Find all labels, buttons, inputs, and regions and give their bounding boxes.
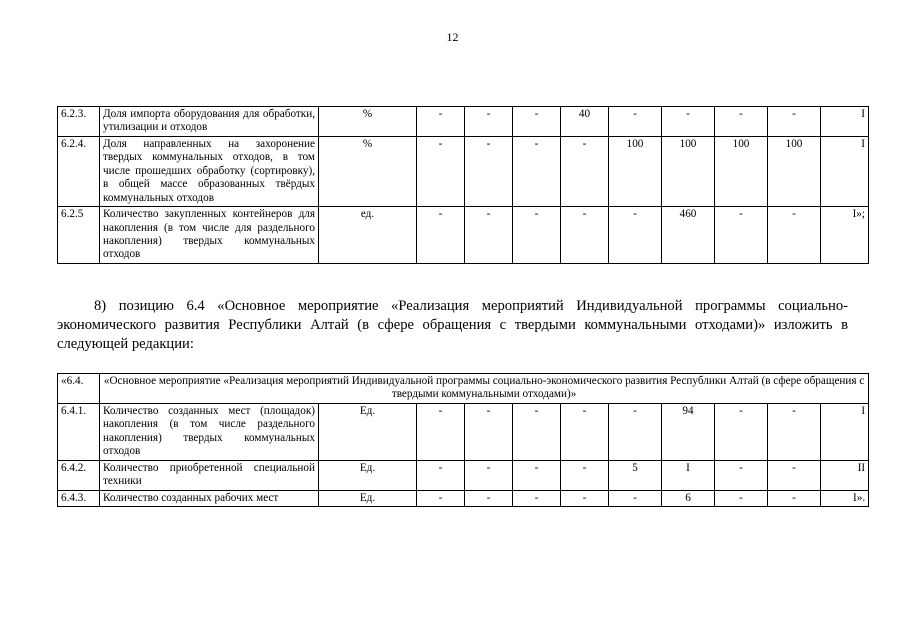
row-unit: Ед. [319, 490, 417, 506]
row-value: - [715, 490, 768, 506]
row-unit: Ед. [319, 403, 417, 460]
row-value: - [609, 403, 662, 460]
row-value: 40 [561, 107, 609, 137]
row-value: 5 [609, 460, 662, 490]
row-value: - [768, 207, 821, 264]
row-value: - [417, 207, 465, 264]
row-description: Количество созданных мест (площадок) накопления (в том числе раздельного накопления) твердых коммунальных отходов [100, 403, 319, 460]
table-row [58, 403, 869, 460]
row-number: 6.4.1. [58, 403, 100, 460]
row-value: - [513, 136, 561, 206]
row-value: - [609, 107, 662, 137]
row-value: - [768, 460, 821, 490]
table-row [58, 136, 869, 206]
row-unit: Ед. [319, 460, 417, 490]
row-value: - [465, 107, 513, 137]
row-value: - [768, 107, 821, 137]
row-value: 100 [715, 136, 768, 206]
row-value: - [715, 207, 768, 264]
header-number: «6.4. [58, 374, 100, 404]
row-value: I [662, 460, 715, 490]
table-header-row [58, 374, 869, 404]
row-value: - [768, 403, 821, 460]
row-code: I»; [821, 207, 869, 264]
indicators-table-6-2 [57, 106, 869, 264]
row-value: - [609, 490, 662, 506]
row-description: Количество приобретенной специальной техники [100, 460, 319, 490]
row-value: - [417, 460, 465, 490]
row-value: - [561, 136, 609, 206]
row-value: 100 [609, 136, 662, 206]
row-value: - [715, 403, 768, 460]
row-value: - [417, 403, 465, 460]
row-value: - [715, 107, 768, 137]
row-description: Количество созданных рабочих мест [100, 490, 319, 506]
amendment-paragraph: 8) позицию 6.4 «Основное мероприятие «Реализация мероприятий Индивидуальной программы социально-экономического развития Республики Алтай (в сфере обращения с твердыми коммунальными отходами)» изложить в следующей редакции: [57, 298, 848, 352]
row-value: - [768, 490, 821, 506]
table-row [58, 207, 869, 264]
row-value: - [417, 107, 465, 137]
row-unit: ед. [319, 207, 417, 264]
header-title: «Основное мероприятие «Реализация мероприятий Индивидуальной программы социально-экономического развития Республики Алтай (в сфере обращения с твердыми коммунальными отходами)» [100, 374, 869, 404]
row-value: - [513, 207, 561, 264]
indicators-table-6-4 [57, 373, 869, 507]
row-value: 460 [662, 207, 715, 264]
row-value: 100 [768, 136, 821, 206]
row-unit: % [319, 136, 417, 206]
row-value: - [417, 490, 465, 506]
row-number: 6.4.2. [58, 460, 100, 490]
row-code: I [821, 136, 869, 206]
row-value: - [513, 403, 561, 460]
row-value: 100 [662, 136, 715, 206]
row-value: 6 [662, 490, 715, 506]
row-description: Количество закупленных контейнеров для накопления (в том числе для раздельного накопления) твердых коммунальных отходов [100, 207, 319, 264]
row-value: - [465, 136, 513, 206]
table-row [58, 107, 869, 137]
table-row [58, 460, 869, 490]
row-value: - [609, 207, 662, 264]
row-value: - [465, 490, 513, 506]
row-number: 6.2.5 [58, 207, 100, 264]
row-value: - [561, 490, 609, 506]
row-value: - [513, 107, 561, 137]
row-code: I [821, 107, 869, 137]
page-number: 12 [446, 30, 459, 44]
row-code: I». [821, 490, 869, 506]
table-row [58, 490, 869, 506]
row-value: - [513, 490, 561, 506]
row-value: - [417, 136, 465, 206]
row-value: - [465, 460, 513, 490]
row-number: 6.2.3. [58, 107, 100, 137]
row-value: - [715, 460, 768, 490]
row-description: Доля импорта оборудования для обработки, утилизации и отходов [100, 107, 319, 137]
row-number: 6.4.3. [58, 490, 100, 506]
row-value: - [561, 403, 609, 460]
row-unit: % [319, 107, 417, 137]
row-value: - [662, 107, 715, 137]
row-code: II [821, 460, 869, 490]
row-value: - [465, 403, 513, 460]
row-value: - [513, 460, 561, 490]
row-code: I [821, 403, 869, 460]
row-description: Доля направленных на захоронение твердых коммунальных отходов, в том числе прошедших обработку (сортировку), в общей массе образованных твёрдых коммунальных отходов [100, 136, 319, 206]
row-value: - [561, 207, 609, 264]
row-value: - [561, 460, 609, 490]
row-number: 6.2.4. [58, 136, 100, 206]
row-value: 94 [662, 403, 715, 460]
row-value: - [465, 207, 513, 264]
